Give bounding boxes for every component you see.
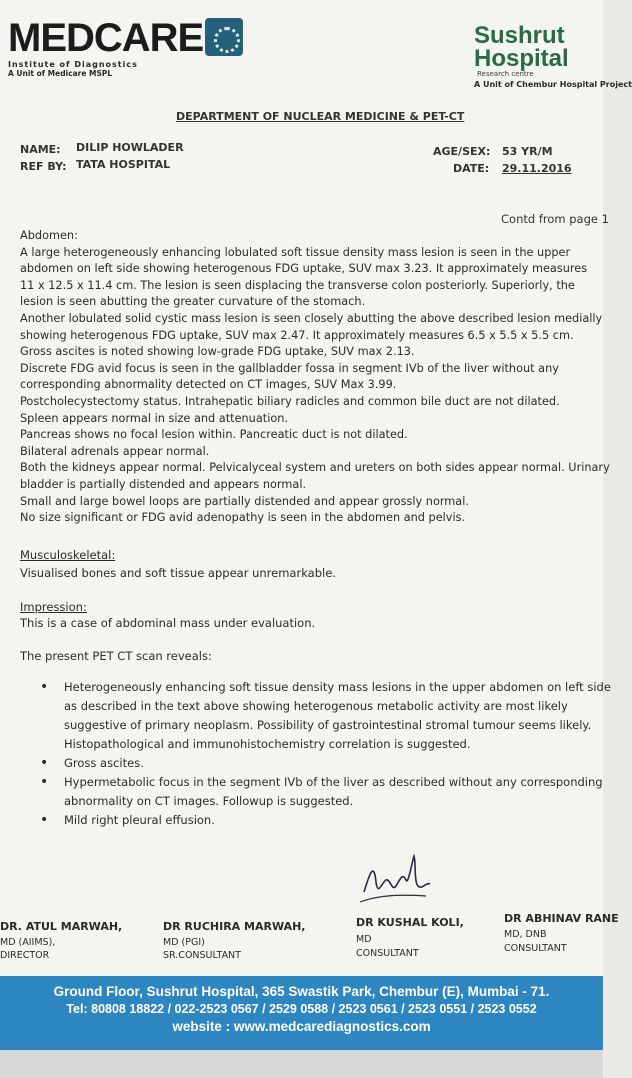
medcare-emblem-icon [205, 18, 243, 56]
sushrut-name: Sushrut [474, 22, 565, 49]
abdomen-heading: Abdomen: [20, 229, 78, 242]
list-item: • Gross ascites. [40, 754, 610, 773]
signatory-qual: MD (PGI) [163, 937, 205, 948]
signatory-qual: MD [356, 934, 372, 945]
research-centre: Research centre [477, 70, 534, 78]
abdomen-line: No size significant or FDG avid adenopathy is seen in the abdomen and pelvis. [20, 511, 466, 525]
abdomen-line: 11 x 12.5 x 11.4 cm. The lesion is seen displacing the transverse colon posteriorly. Superiorly, the [20, 278, 575, 292]
footer-address: Ground Floor, Sushrut Hospital, 365 Swastik Park, Chembur (E), Mumbai - 71. [53, 984, 550, 999]
name-value: DILIP HOWLADER [76, 141, 184, 154]
date-label: DATE: [453, 162, 490, 175]
signatory-role: CONSULTANT [504, 943, 567, 954]
signatory-name: DR ABHINAV RANE [504, 912, 619, 925]
impression-bullets [40, 678, 610, 830]
musculoskeletal-text: Visualised bones and soft tissue appear unremarkable. [20, 566, 336, 580]
signatory-name: DR RUCHIRA MARWAH, [163, 920, 306, 933]
abdomen-line: Pancreas shows no focal lesion within. Pancreatic duct is not dilated. [20, 428, 408, 442]
abdomen-line: Small and large bowel loops are partially distended and appear grossly normal. [20, 494, 469, 508]
abdomen-section [20, 228, 610, 527]
list-item: • Heterogeneously enhancing soft tissue density mass lesions in the upper abdomen on left side as described in the text above showing heterogenous metabolic activity are most likely suggestive of primary neoplasm. Possibility of gastrointestinal stromal tumour seems likely. Histopathological and immunohistochemistry correlation is suggested. [40, 678, 610, 754]
footer-website: website : www.medcarediagnostics.com [172, 1019, 431, 1034]
abdomen-line: bladder is partially distended and appears normal. [20, 477, 307, 491]
abdomen-line: Bilateral adrenals appear normal. [20, 444, 210, 458]
signatory-name: DR KUSHAL KOLI, [356, 916, 464, 929]
abdomen-line: Gross ascites is noted showing low-grade FDG uptake, SUV max 2.13. [20, 345, 415, 359]
signature-mark [356, 852, 436, 912]
signatory-role: CONSULTANT [356, 948, 419, 959]
abdomen-line: Postcholecystectomy status. Intrahepatic biliary radicles and common bile duct are not dilated. [20, 394, 560, 408]
name-label: NAME: [20, 143, 61, 156]
abdomen-line: showing heterogenous FDG uptake, SUV max 2.47. It approximately measures 6.5 x 5.5 x 5.5 cm. [20, 328, 574, 342]
abdomen-line: Another lobulated solid cystic mass lesion is seen closely abutting the above described lesion medially [20, 311, 603, 325]
signatory-role: SR.CONSULTANT [163, 950, 241, 961]
medcare-logo [8, 18, 243, 78]
ref-label: REF BY: [20, 160, 67, 173]
medcare-unit: A Unit of Medicare MSPL [8, 69, 113, 78]
abdomen-line: lesion is seen abutting the greater curvature of the stomach. [20, 295, 366, 309]
abdomen-line: A large heterogeneously enhancing lobulated soft tissue density mass lesion is seen in the upper [20, 245, 571, 259]
page-edge [0, 1050, 603, 1078]
abdomen-line: corresponding abnormality detected on CT images, SUV Max 3.99. [20, 378, 397, 392]
contd-note: Contd from page 1 [501, 212, 609, 226]
sushrut-logo [474, 24, 632, 89]
department-title: DEPARTMENT OF NUCLEAR MEDICINE & PET-CT [176, 110, 465, 123]
signatory-qual: MD, DNB [504, 929, 547, 940]
abdomen-line: abdomen on left side showing heterogenous FDG uptake, SUV max 3.23. It approximately measures [20, 262, 588, 276]
chembur-unit: A Unit of Chembur Hospital Project [474, 80, 632, 89]
musculoskeletal-heading: Musculoskeletal: [20, 548, 116, 562]
medcare-brand: MEDCARE [8, 16, 204, 60]
medcare-tagline: Institute of Diagnostics [8, 60, 138, 69]
abdomen-line: Spleen appears normal in size and attenuation. [20, 411, 288, 425]
hospital-name: Hospital [474, 45, 569, 72]
list-item: • Hypermetabolic focus in the segment IVb of the liver as described without any corresponding abnormality on CT images. Followup is suggested. [40, 773, 610, 811]
list-item: • Mild right pleural effusion. [40, 811, 610, 830]
date-value: 29.11.2016 [502, 162, 572, 175]
abdomen-line: Discrete FDG avid focus is seen in the gallbladder fossa in segment IVb of the liver without any [20, 361, 559, 375]
ref-value: TATA HOSPITAL [76, 158, 171, 171]
footer-banner [0, 976, 603, 1050]
signatory-role: DIRECTOR [0, 950, 50, 961]
signatory-name: DR. ATUL MARWAH, [0, 920, 123, 933]
age-value: 53 YR/M [502, 145, 553, 158]
impression-text: This is a case of abdominal mass under evaluation. [20, 616, 316, 630]
signatory-qual: MD (AIIMS), [0, 937, 56, 948]
footer-phone: Tel: 80808 18822 / 022-2523 0567 / 2529 0588 / 2523 0561 / 2523 0551 / 2523 0552 [66, 1002, 537, 1016]
impression-heading: Impression: [20, 600, 87, 614]
age-label: AGE/SEX: [433, 145, 491, 158]
abdomen-line: Both the kidneys appear normal. Pelvicalyceal system and ureters on both sides appear normal. Urinary [20, 461, 610, 475]
impression-intro: The present PET CT scan reveals: [20, 649, 212, 663]
